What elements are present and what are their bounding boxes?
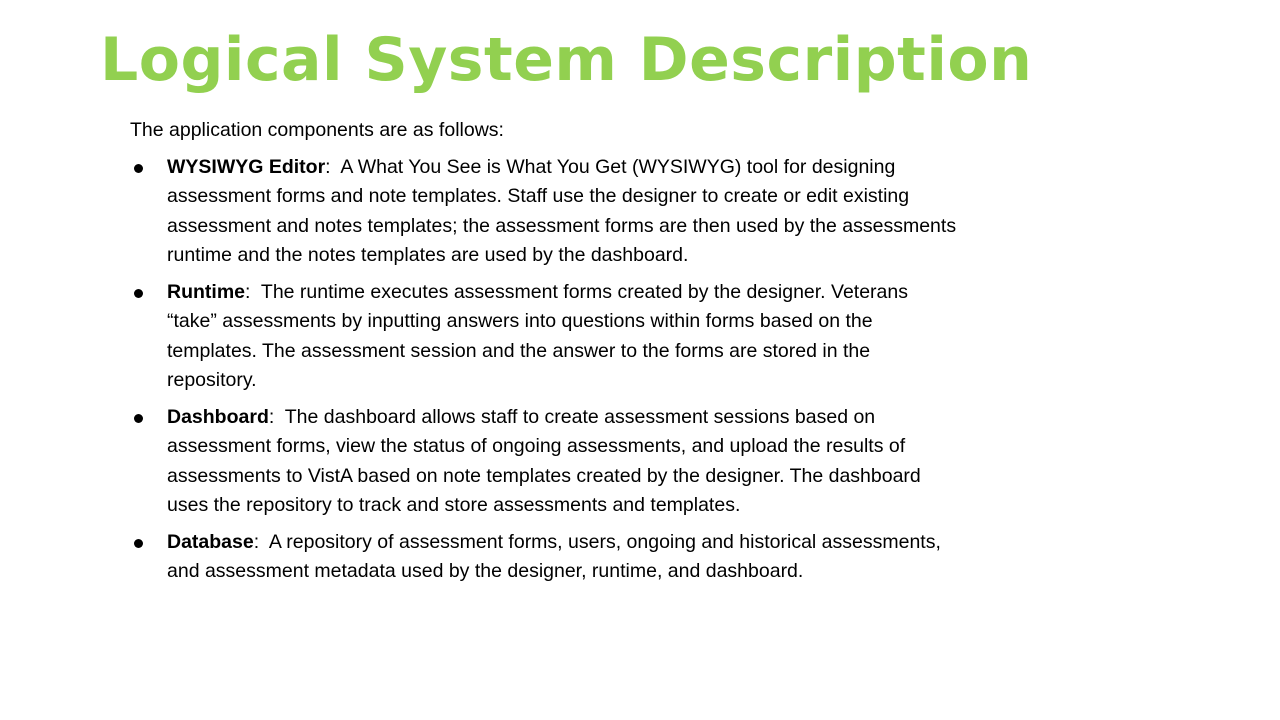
slide-title: Logical System Description xyxy=(100,25,1033,95)
list-item-wysiwyg-editor xyxy=(130,153,960,271)
bullet-icon xyxy=(134,289,143,298)
bullet-icon xyxy=(134,164,143,173)
list-item-database xyxy=(130,528,960,587)
list-item-dashboard xyxy=(130,403,960,521)
component-description: The runtime executes assessment forms created by the designer. Veterans “take” assessments by inputting answers into questions within forms based on the templates. The assessment session and the answer to the forms are stored in the repository. xyxy=(167,280,908,391)
component-term: Database xyxy=(167,530,254,553)
component-description: The dashboard allows staff to create assessment sessions based on assessment forms, view the status of ongoing assessments, and upload the results of assessments to VistA based on note templates created by the designer. The dashboard uses the repository to track and store assessments and templates. xyxy=(167,405,921,516)
component-list xyxy=(130,153,960,587)
term-separator: : xyxy=(268,405,285,428)
term-separator: : xyxy=(245,280,261,303)
component-description: A repository of assessment forms, users, ongoing and historical assessments, and assessment metadata used by the designer, runtime, and dashboard. xyxy=(167,530,941,582)
intro-text: The application components are as follows: xyxy=(130,119,504,141)
component-term: WYSIWYG Editor xyxy=(167,155,326,178)
term-separator: : xyxy=(325,155,341,178)
bullet-icon xyxy=(134,539,143,548)
term-separator: : xyxy=(253,530,269,553)
component-term: Runtime xyxy=(167,280,245,303)
component-term: Dashboard xyxy=(167,405,269,428)
list-item-runtime xyxy=(130,278,960,396)
bullet-icon xyxy=(134,414,143,423)
slide-body xyxy=(130,116,960,594)
component-description: A What You See is What You Get (WYSIWYG) tool for designing assessment forms and note templates. Staff use the designer to create or edit existing assessment and notes templates; the assessment forms are then used by the assessments runtime and the notes templates are used by the dashboard. xyxy=(167,155,957,266)
